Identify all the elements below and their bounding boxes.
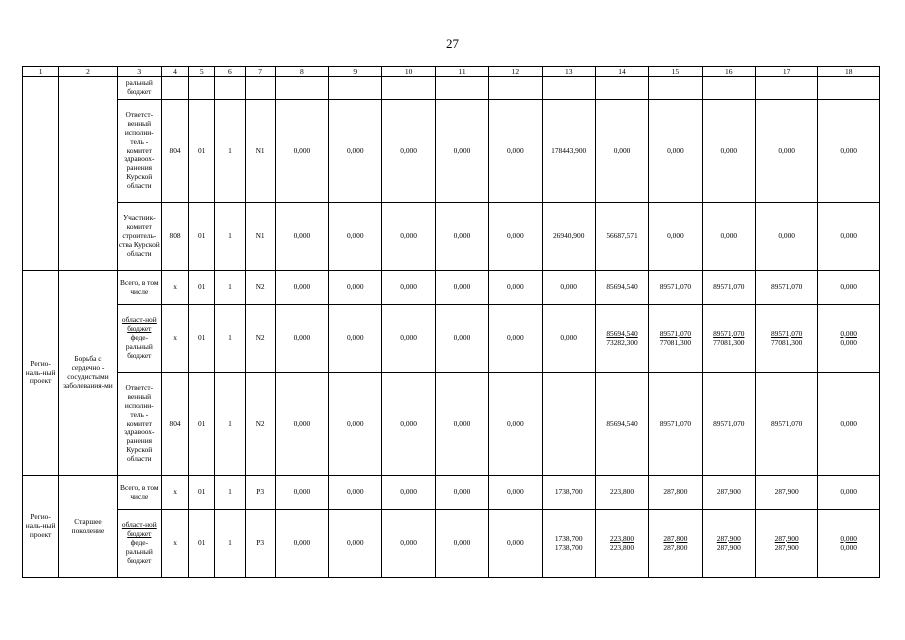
value-top: 0,000: [840, 328, 857, 338]
cell-code: 01: [189, 305, 215, 373]
cell-value: 0,000: [542, 305, 595, 373]
cell-value: 0,000: [542, 271, 595, 305]
value-bottom: 287,900: [716, 542, 741, 552]
cell-value: 0,000: [818, 203, 880, 271]
federal-budget-label: феде-ральный бюджет: [125, 333, 153, 360]
budget-label: бюджет: [127, 529, 152, 539]
cell-value: [542, 373, 595, 476]
cell-code: x: [161, 510, 188, 578]
cell-value: 287,900: [702, 476, 755, 510]
cell-value: 56687,571: [595, 203, 648, 271]
table-row: [23, 203, 880, 271]
table-row: [23, 373, 880, 476]
cell-value: 0,000: [702, 203, 755, 271]
cell-value: 0,000: [275, 100, 328, 203]
cell-value-pair: [649, 305, 702, 373]
cell-code: 808: [161, 203, 188, 271]
cell-recipient: [117, 510, 161, 578]
cell-value: 0,000: [435, 271, 488, 305]
col-header: 8: [275, 67, 328, 77]
cell-code: N1: [245, 203, 275, 271]
cell-recipient: Ответст-венный исполни-тель - комитет здравоох-ранения Курской области: [117, 373, 161, 476]
cell-value: 0,000: [435, 203, 488, 271]
cell-value: 0,000: [329, 476, 382, 510]
value-top: 89571,070: [770, 328, 803, 338]
cell-value: 0,000: [382, 203, 435, 271]
cell-code: 1: [215, 510, 245, 578]
cell-code: x: [161, 271, 188, 305]
cell-project-name: Борьба с сердечно - сосудистыми заболевания-ми: [59, 271, 117, 476]
col-header: 9: [329, 67, 382, 77]
value-top: 0,000: [840, 533, 857, 543]
col-header: 18: [818, 67, 880, 77]
cell-value: 0,000: [435, 373, 488, 476]
value-bottom: 73282,300: [606, 337, 638, 347]
cell-value: 0,000: [755, 100, 817, 203]
cell-code: 01: [189, 271, 215, 305]
cell-value: 0,000: [489, 476, 542, 510]
cell-recipient: Всего, в том числе: [117, 476, 161, 510]
value-top: 85694,540: [606, 328, 638, 338]
cell-value: 85694,540: [595, 373, 648, 476]
cell-value: 0,000: [489, 510, 542, 578]
cell-code: 01: [189, 510, 215, 578]
value-bottom: 77081,300: [713, 337, 745, 347]
cell-value: 0,000: [489, 271, 542, 305]
col-header: 11: [435, 67, 488, 77]
cell-value: 287,800: [649, 476, 702, 510]
cell-value-pair: [755, 510, 817, 578]
cell-code: 1: [215, 271, 245, 305]
cell-empty: [59, 77, 117, 271]
cell-value: 0,000: [275, 203, 328, 271]
col-header: 4: [161, 67, 188, 77]
cell-recipient: Участник-комитет строитель-ства Курской области: [117, 203, 161, 271]
cell-value: 26940,900: [542, 203, 595, 271]
table-row: [23, 271, 880, 305]
cell-empty: [23, 77, 59, 271]
cell-code: N1: [245, 100, 275, 203]
cell-value: 0,000: [818, 476, 880, 510]
budget-label: бюджет: [127, 324, 152, 334]
cell-value: 0,000: [275, 510, 328, 578]
cell-code: 01: [189, 100, 215, 203]
cell-value: 89571,070: [702, 271, 755, 305]
cell-value-pair: [702, 305, 755, 373]
cell-value: 0,000: [489, 305, 542, 373]
cell-value-pair: [702, 510, 755, 578]
value-bottom: 0,000: [840, 542, 857, 552]
cell-value: 89571,070: [649, 271, 702, 305]
cell-code: x: [161, 476, 188, 510]
cell-value: 1738,700: [542, 476, 595, 510]
cell-value-pair: [595, 510, 648, 578]
cell-code: 1: [215, 203, 245, 271]
table-row: [23, 77, 880, 100]
cell-code: 804: [161, 373, 188, 476]
cell-project-type: Регио-наль-ный проект: [23, 476, 59, 578]
col-header: 5: [189, 67, 215, 77]
cell-code: 1: [215, 373, 245, 476]
cell-value: 178443,900: [542, 100, 595, 203]
cell-value: 85694,540: [595, 271, 648, 305]
col-header: 15: [649, 67, 702, 77]
cell-value: 0,000: [435, 100, 488, 203]
value-bottom: 223,800: [610, 542, 635, 552]
cell-value: 89571,070: [755, 271, 817, 305]
cell-value: 0,000: [382, 305, 435, 373]
cell-value: 0,000: [435, 510, 488, 578]
col-header: 2: [59, 67, 117, 77]
cell-project-name: Старшее поколение: [59, 476, 117, 578]
col-header: 6: [215, 67, 245, 77]
cell-code: P3: [245, 476, 275, 510]
table-row: [23, 100, 880, 203]
cell-code: 1: [215, 305, 245, 373]
value-bottom: 287,900: [774, 542, 799, 552]
col-header: 1: [23, 67, 59, 77]
cell-code: 01: [189, 373, 215, 476]
cell-value: 223,800: [595, 476, 648, 510]
table-row: [23, 476, 880, 510]
cell-value: 0,000: [755, 203, 817, 271]
cell-value: 0,000: [275, 271, 328, 305]
value-bottom: 77081,300: [770, 337, 803, 347]
cell-recipient: ральный бюджет: [117, 77, 161, 100]
cell-code: P3: [245, 510, 275, 578]
cell-value: 0,000: [489, 373, 542, 476]
cell-value: 287,900: [755, 476, 817, 510]
cell-value-pair: [595, 305, 648, 373]
col-header: 13: [542, 67, 595, 77]
cell-code: N2: [245, 373, 275, 476]
cell-value-pair: [542, 510, 595, 578]
cell-value: 0,000: [818, 373, 880, 476]
cell-code: N2: [245, 305, 275, 373]
table-row: [23, 510, 880, 578]
regional-budget-label: област-ной: [121, 520, 157, 530]
cell-value: 0,000: [382, 373, 435, 476]
table-row: [23, 305, 880, 373]
value-top: 287,900: [774, 533, 799, 543]
cell-value: 0,000: [435, 476, 488, 510]
cell-value-pair: [755, 305, 817, 373]
cell-value: 0,000: [649, 100, 702, 203]
cell-project-type: Регио-наль-ный проект: [23, 271, 59, 476]
cell-value: 0,000: [329, 203, 382, 271]
value-top: 223,800: [610, 533, 635, 543]
cell-recipient: Всего, в том числе: [117, 271, 161, 305]
cell-value: 0,000: [275, 305, 328, 373]
value-top: 287,800: [663, 533, 688, 543]
col-header: 14: [595, 67, 648, 77]
cell-value: 0,000: [489, 203, 542, 271]
value-bottom: 77081,300: [659, 337, 692, 347]
cell-value: 0,000: [329, 510, 382, 578]
cell-value: 0,000: [329, 271, 382, 305]
cell-value: 0,000: [382, 476, 435, 510]
cell-code: x: [161, 305, 188, 373]
cell-value: 0,000: [489, 100, 542, 203]
value-top: 89571,070: [659, 328, 692, 338]
col-header: 17: [755, 67, 817, 77]
header-row: [23, 67, 880, 77]
cell-value: 0,000: [382, 510, 435, 578]
cell-code: 01: [189, 203, 215, 271]
cell-value: 0,000: [275, 476, 328, 510]
cell-value: 89571,070: [755, 373, 817, 476]
value-top: 89571,070: [713, 328, 745, 338]
value-top: 287,900: [716, 533, 741, 543]
col-header: 16: [702, 67, 755, 77]
cell-value: 0,000: [595, 100, 648, 203]
cell-value: 0,000: [818, 100, 880, 203]
cell-value-pair: [818, 510, 880, 578]
cell-value: 89571,070: [649, 373, 702, 476]
cell-recipient: Ответст-венный исполни-тель - комитет здравоох-ранения Курской области: [117, 100, 161, 203]
cell-value: 0,000: [382, 271, 435, 305]
cell-value: 0,000: [329, 305, 382, 373]
regional-budget-label: област-ной: [121, 315, 157, 325]
cell-code: 1: [215, 100, 245, 203]
cell-value: 0,000: [818, 271, 880, 305]
col-header: 10: [382, 67, 435, 77]
value-top: 1738,700: [554, 533, 583, 543]
cell-recipient: [117, 305, 161, 373]
cell-code: N2: [245, 271, 275, 305]
col-header: 7: [245, 67, 275, 77]
cell-value: 89571,070: [702, 373, 755, 476]
cell-code: 01: [189, 476, 215, 510]
federal-budget-label: феде-ральный бюджет: [125, 538, 153, 565]
cell-value-pair: [649, 510, 702, 578]
cell-value: 0,000: [702, 100, 755, 203]
cell-code: 1: [215, 476, 245, 510]
cell-value: 0,000: [435, 305, 488, 373]
cell-value: 0,000: [329, 373, 382, 476]
cell-value: 0,000: [649, 203, 702, 271]
col-header: 3: [117, 67, 161, 77]
value-bottom: 287,800: [663, 542, 688, 552]
cell-value: 0,000: [382, 100, 435, 203]
cell-value-pair: [818, 305, 880, 373]
page-number: 27: [446, 36, 459, 51]
budget-table: [22, 66, 880, 578]
cell-value: 0,000: [275, 373, 328, 476]
col-header: 12: [489, 67, 542, 77]
cell-code: 804: [161, 100, 188, 203]
cell-value: 0,000: [329, 100, 382, 203]
value-bottom: 1738,700: [554, 542, 583, 552]
value-bottom: 0,000: [840, 337, 857, 347]
